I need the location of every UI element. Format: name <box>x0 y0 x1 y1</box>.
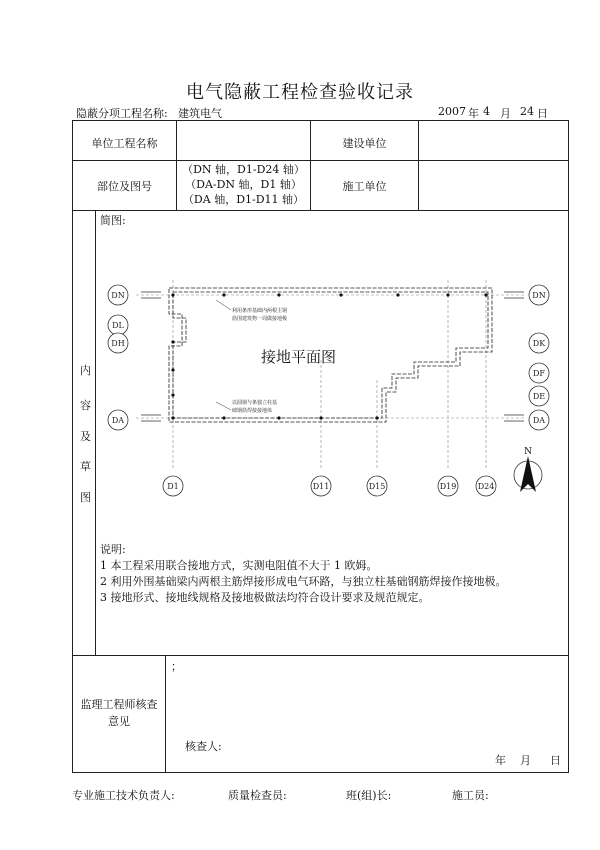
content-label-char: 草 <box>80 460 91 473</box>
date-year: 2007 <box>438 105 466 118</box>
check-date-day: 日 <box>550 754 561 767</box>
north-label: N <box>524 447 532 457</box>
footer-tech-lead: 专业施工技术负责人: <box>72 789 175 802</box>
axis-bubble-left: DL <box>112 321 124 330</box>
supervisor-label: 监理工程师核查 <box>80 698 158 711</box>
notes-title: 说明: <box>100 543 126 556</box>
annotation-top-line: 利用条形基础内两根主钢 <box>232 308 288 314</box>
content-label-char: 内 <box>80 364 91 377</box>
content-label-char: 及 <box>80 430 91 443</box>
axis-bubble-bottom: D11 <box>312 482 330 491</box>
axis-bubble-right: DE <box>532 392 546 401</box>
axis-bubble-right: DN <box>532 291 546 300</box>
axis-bubble-bottom: D15 <box>368 482 386 491</box>
location-label: 部位及图号 <box>97 180 152 193</box>
supervisor-label: 意见 <box>108 715 130 728</box>
grounding-plan-drawing <box>96 270 568 500</box>
annotation-top-line: 筋围建筑物一周做接地极 <box>232 316 288 322</box>
check-date-month: 月 <box>520 754 531 767</box>
note-item: 2 利用外围基础梁内两根主筋焊接形成电气环路，与独立柱基础钢筋焊接作接地极。 <box>100 575 507 588</box>
axis-bubble-right: DA <box>532 416 546 425</box>
date-month-unit: 月 <box>500 107 511 120</box>
north-arrow-icon <box>514 447 542 492</box>
footer-worker: 施工员: <box>452 789 489 802</box>
builder-label: 施工单位 <box>342 180 387 193</box>
footer-team-lead: 班(组)长: <box>346 789 392 802</box>
date-year-unit: 年 <box>468 107 479 120</box>
axis-bubble-right: DK <box>532 339 546 348</box>
annotation-bottom-line: 以圆钢与条独立柱基 <box>232 400 278 406</box>
note-item: 3 接地形式、接地线规格及接地极做法均符合设计要求及规范规定。 <box>100 591 430 604</box>
sketch-label: 简图: <box>100 214 126 227</box>
footer-qc: 质量检查员: <box>228 789 287 802</box>
location-line: （DA-DN 轴，D1 轴） <box>185 178 302 191</box>
date-day-unit: 日 <box>537 107 548 120</box>
axis-bubble-bottom: D1 <box>167 482 179 491</box>
axis-bubble-right: DF <box>533 369 545 378</box>
date-month: 4 <box>483 105 490 118</box>
construction-unit-label: 建设单位 <box>342 137 387 150</box>
date-day: 24 <box>520 105 534 118</box>
axis-bubble-bottom: D19 <box>439 482 457 491</box>
axis-bubble-bottom: D24 <box>477 482 495 491</box>
checker-label: 核查人: <box>185 740 222 753</box>
item-name-value: 建筑电气 <box>178 107 222 120</box>
check-date-year: 年 <box>495 754 506 767</box>
annotation-bottom-line: 础钢筋焊接接地体 <box>232 408 273 414</box>
plan-title: 接地平面图 <box>261 348 337 366</box>
content-label-char: 图 <box>80 491 91 504</box>
location-value <box>177 162 310 207</box>
unit-project-label: 单位工程名称 <box>91 137 158 150</box>
content-label-char: 容 <box>80 399 91 412</box>
axis-bubble-left: DN <box>111 291 125 300</box>
location-line: （DA 轴，D1-D11 轴） <box>182 193 305 206</box>
page-title: 电气隐蔽工程检查验收记录 <box>186 82 414 103</box>
note-item: 1 本工程采用联合接地方式，实测电阻值不大于 1 欧姆。 <box>100 559 378 572</box>
axis-bubble-left: DH <box>111 339 125 348</box>
supervisor-opinion: ； <box>171 660 182 673</box>
item-name-label: 隐蔽分项工程名称: <box>76 107 168 120</box>
axis-bubble-left: DA <box>111 416 125 425</box>
location-line: （DN 轴，D1-D24 轴） <box>182 163 305 176</box>
